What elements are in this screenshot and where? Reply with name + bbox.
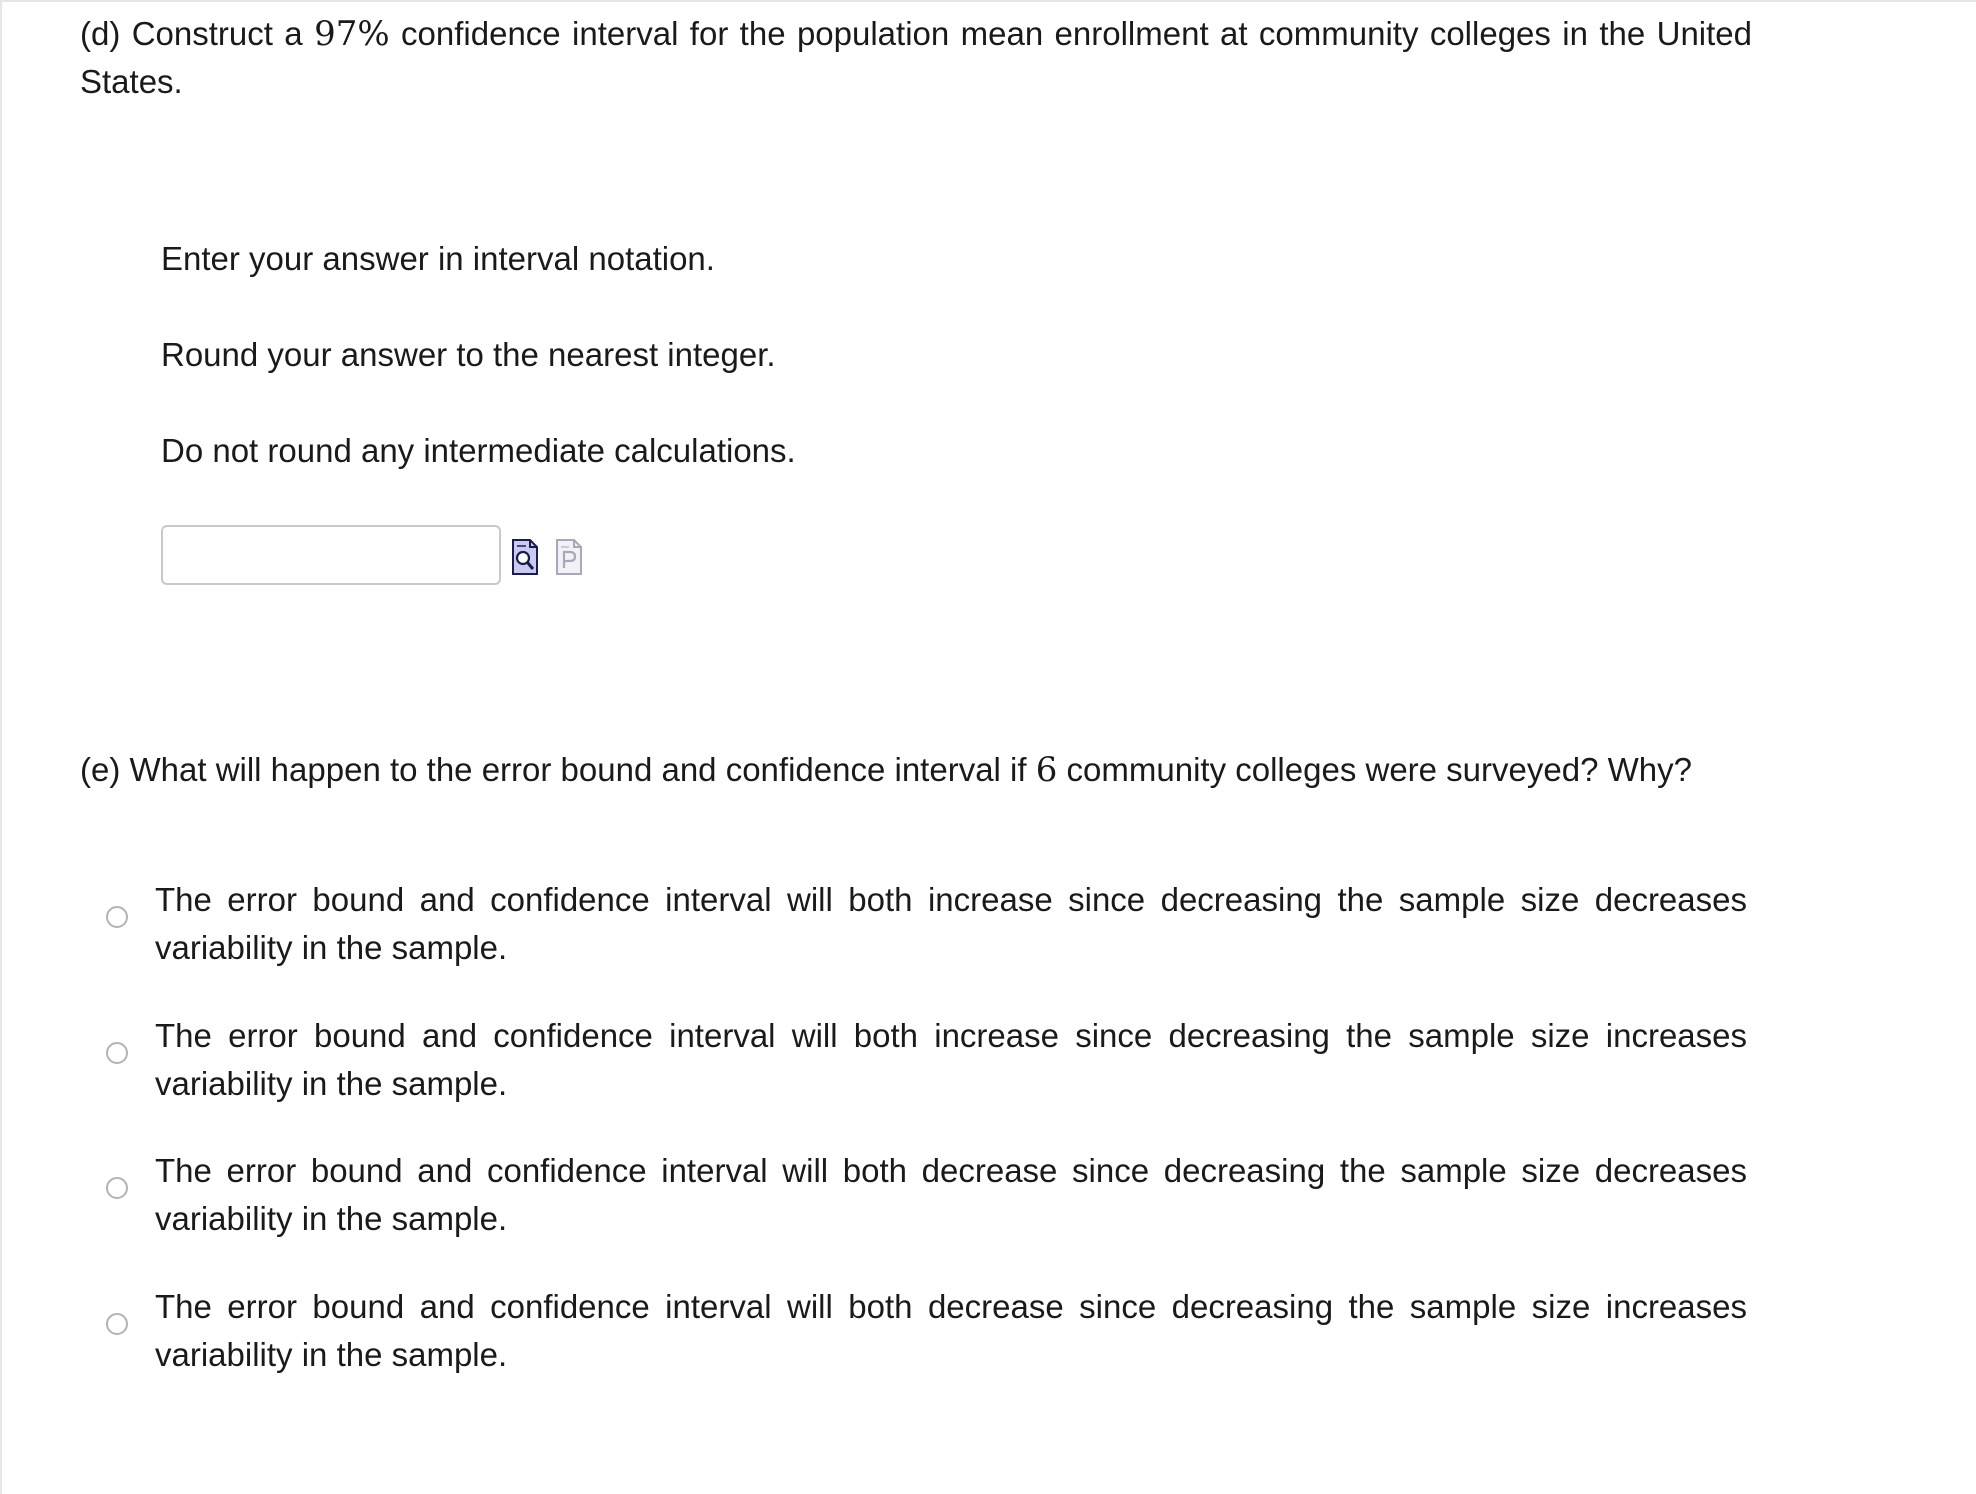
radio-button-4[interactable]: [106, 1313, 128, 1335]
sample-size: 6: [1035, 750, 1058, 790]
radio-button-3[interactable]: [106, 1177, 128, 1199]
preview-document-icon[interactable]: [511, 539, 539, 575]
instruction-no-intermediate-rounding: Do not round any intermediate calculations.: [161, 432, 796, 469]
confidence-level: 97%: [314, 14, 390, 54]
formula-editor-icon[interactable]: [555, 539, 583, 575]
question-e-text: [80, 746, 1752, 794]
answer-input[interactable]: [161, 525, 501, 585]
question-e-suffix: community colleges were surveyed? Why?: [1066, 751, 1692, 788]
option-1-text: The error bound and confidence interval will both increase since decreasing the sample size decreases variability in the sample.: [155, 881, 1747, 966]
option-3-text: The error bound and confidence interval will both decrease since decreasing the sample size decreases variability in the sample.: [155, 1152, 1747, 1237]
question-d-text: [80, 10, 1752, 106]
answer-option-2[interactable]: [100, 1012, 1760, 1102]
answer-option-4[interactable]: [100, 1283, 1760, 1373]
radio-button-1[interactable]: [106, 906, 128, 928]
answer-option-3[interactable]: [100, 1147, 1760, 1237]
instruction-interval-notation: Enter your answer in interval notation.: [161, 240, 715, 277]
instruction-round: Round your answer to the nearest integer.: [161, 336, 776, 373]
answer-option-1[interactable]: [100, 876, 1760, 966]
radio-button-2[interactable]: [106, 1042, 128, 1064]
option-4-text: The error bound and confidence interval will both decrease since decreasing the sample size increases variability in the sample.: [155, 1288, 1747, 1373]
question-e-prefix: (e) What will happen to the error bound and confidence interval if: [80, 751, 1027, 788]
question-d-suffix: confidence interval for the population mean enrollment at community colleges in the United States.: [80, 15, 1753, 100]
option-2-text: The error bound and confidence interval will both increase since decreasing the sample size increases variability in the sample.: [155, 1017, 1747, 1102]
question-d-prefix: (d) Construct a: [80, 15, 303, 52]
